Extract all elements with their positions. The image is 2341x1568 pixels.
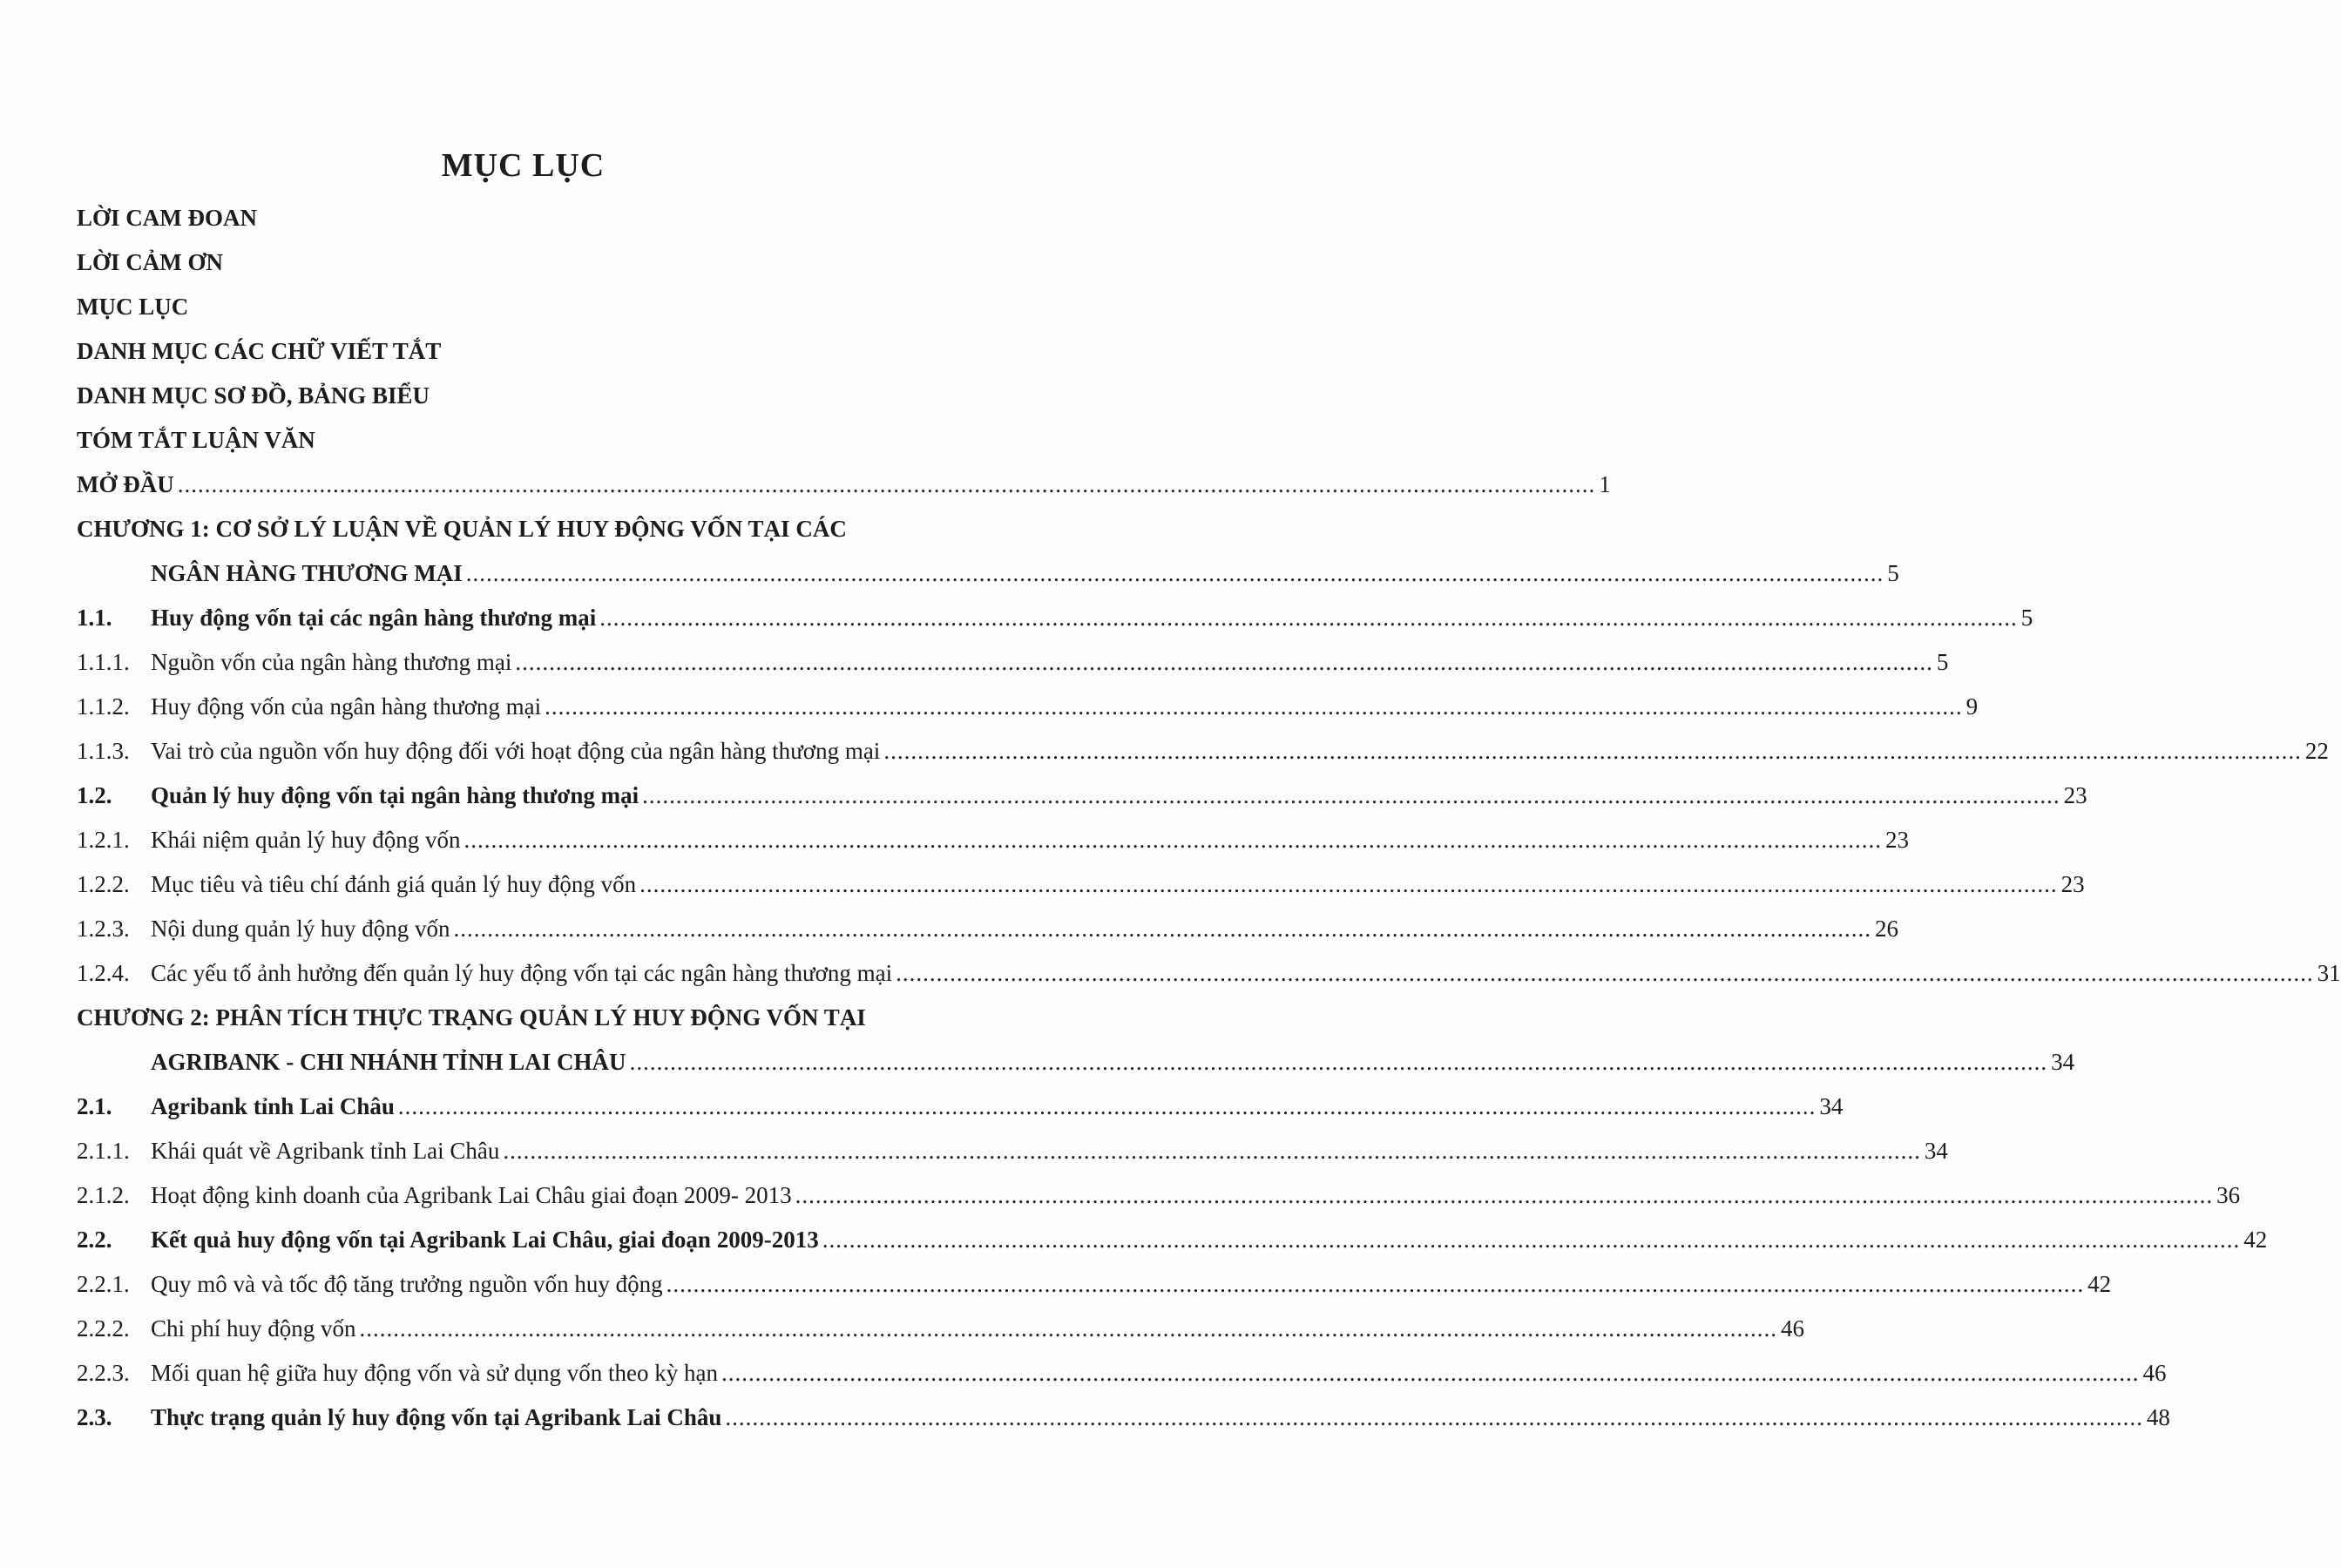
toc-entry-title: Agribank tỉnh Lai Châu: [151, 1093, 395, 1119]
toc-entry: [77, 1262, 2112, 1307]
toc-entry-title: Vai trò của nguồn vốn huy động đối với hoạt động của ngân hàng thương mại: [151, 738, 881, 764]
toc-entry-title: LỜI CẢM ƠN: [77, 249, 223, 275]
toc-page-number: 23: [2060, 871, 2085, 897]
toc-page-number: 5: [1887, 560, 1899, 586]
toc-entry-title: Kết quả huy động vốn tại Agribank Lai Châu, giai đoạn 2009-2013: [151, 1227, 819, 1253]
toc-page-number: 23: [2063, 782, 2087, 808]
toc-entry: [77, 818, 1909, 862]
toc-entry-number: 1.1.: [77, 605, 112, 631]
toc-entry-number: 1.2.4.: [77, 960, 130, 986]
toc-page-number: 48: [2146, 1404, 2170, 1430]
toc-dot-leader: [721, 1351, 2140, 1396]
toc-entry: [77, 640, 1949, 685]
toc-entry-title: Quản lý huy động vốn tại ngân hàng thương mại: [151, 782, 639, 808]
toc-dot-leader: [795, 1173, 2214, 1218]
toc-entry-title: Khái niệm quản lý huy động vốn: [151, 827, 461, 853]
toc-entry: [77, 418, 983, 463]
toc-entry-title: Huy động vốn của ngân hàng thương mại: [151, 693, 542, 720]
toc-entry-title: NGÂN HÀNG THƯƠNG MẠI: [151, 560, 463, 586]
toc-page-number: 42: [2087, 1271, 2112, 1297]
toc-entry: [77, 507, 983, 551]
toc-dot-leader: [630, 1040, 2048, 1085]
toc-dot-leader: [599, 596, 2018, 640]
toc-entry: [77, 285, 983, 329]
toc-entry-number: 2.3.: [77, 1404, 112, 1430]
toc-page-number: 36: [2216, 1182, 2241, 1208]
toc-entry-title: CHƯƠNG 1: CƠ SỞ LÝ LUẬN VỀ QUẢN LÝ HUY ĐỘNG VỐN TẠI CÁC: [77, 516, 847, 542]
toc-page-number: 34: [2051, 1049, 2075, 1075]
toc-entry: [77, 329, 983, 374]
toc-page-number: 26: [1875, 916, 1898, 942]
toc-page-number: 9: [1965, 693, 1979, 720]
toc-dot-leader: [360, 1307, 1778, 1351]
toc-entry-title: Chi phí huy động vốn: [151, 1315, 356, 1342]
toc-entry-number: 1.2.: [77, 782, 112, 808]
toc-entry: [77, 1218, 2268, 1262]
toc-dot-leader: [883, 729, 2302, 774]
toc-entry-number: 2.1.: [77, 1093, 112, 1119]
toc-page-number: 22: [2304, 738, 2329, 764]
toc-dot-leader: [666, 1262, 2085, 1307]
toc-entry-number: 1.1.3.: [77, 738, 130, 764]
toc-entry: [77, 551, 1899, 596]
toc-entry-title: AGRIBANK - CHI NHÁNH TỈNH LAI CHÂU: [151, 1049, 626, 1075]
toc-entry-title: Nguồn vốn của ngân hàng thương mại: [151, 649, 512, 675]
toc-entry: [77, 774, 2087, 818]
toc-entry: [77, 1173, 2241, 1218]
toc-page-number: 5: [1936, 649, 1949, 675]
toc-entry-title: Mục tiêu và tiêu chí đánh giá quản lý huy động vốn: [151, 871, 637, 897]
toc-page-number: 31: [2317, 960, 2341, 986]
toc-entry-number: 1.1.1.: [77, 649, 130, 675]
toc-entry-title: MỞ ĐẦU: [77, 471, 174, 497]
toc-entry: [77, 729, 2329, 774]
toc-entry-number: 2.1.2.: [77, 1182, 130, 1208]
toc-entry: [77, 240, 983, 285]
toc-dot-leader: [503, 1129, 1921, 1173]
toc-page-number: 42: [2243, 1227, 2268, 1253]
toc-entry-title: Quy mô và và tốc độ tăng trưởng nguồn vốn huy động: [151, 1271, 663, 1297]
toc-entry-title: LỜI CAM ĐOAN: [77, 205, 257, 231]
toc-dot-leader: [454, 907, 1872, 951]
toc-entry-number: 1.1.2.: [77, 693, 130, 720]
toc-dot-leader: [822, 1218, 2241, 1262]
toc-dot-leader: [545, 685, 1963, 729]
toc-entry-number: 2.2.2.: [77, 1315, 130, 1342]
toc-entry-title: Các yếu tố ảnh hưởng đến quản lý huy động vốn tại các ngân hàng thương mại: [151, 960, 893, 986]
toc-dot-leader: [178, 463, 1596, 507]
toc-entry-title: DANH MỤC SƠ ĐỒ, BẢNG BIỂU: [77, 382, 430, 409]
toc-entry-title: Mối quan hệ giữa huy động vốn và sử dụng vốn theo kỳ hạn: [151, 1360, 718, 1386]
toc-entry: [77, 685, 1979, 729]
toc-entry-title: CHƯƠNG 2: PHÂN TÍCH THỰC TRẠNG QUẢN LÝ HUY ĐỘNG VỐN TẠI: [77, 1004, 866, 1031]
toc-entry: [77, 862, 2085, 907]
toc-dot-leader: [398, 1085, 1817, 1129]
toc-page-number: 34: [1924, 1138, 1948, 1164]
toc-entry: [77, 1129, 1948, 1173]
toc-entry: [77, 1351, 2167, 1396]
toc-entry-title: Huy động vốn tại các ngân hàng thương mại: [151, 605, 597, 631]
toc-page-number: 23: [1884, 827, 1909, 853]
toc-entry-title: Nội dung quản lý huy động vốn: [151, 916, 450, 942]
toc-entry-title: DANH MỤC CÁC CHỮ VIẾT TẮT: [77, 338, 442, 364]
page-title: MỤC LỤC: [441, 147, 606, 184]
toc-entry-number: 1.2.2.: [77, 871, 130, 897]
toc-dot-leader: [515, 640, 1933, 685]
toc-page-number: 34: [1819, 1093, 1844, 1119]
toc-dot-leader: [642, 774, 2060, 818]
toc-entry: [77, 1396, 2170, 1440]
toc-entry: [77, 374, 983, 418]
toc-page-number: 5: [2020, 605, 2033, 631]
toc-entry: [77, 1085, 1844, 1129]
toc-entry-title: Khái quát về Agribank tỉnh Lai Châu: [151, 1138, 500, 1164]
toc-entry-title: MỤC LỤC: [77, 294, 189, 320]
toc-dot-leader: [463, 818, 1882, 862]
toc-entry: [77, 996, 983, 1040]
toc-entry: [77, 196, 983, 240]
table-of-contents: [77, 196, 2341, 1440]
toc-dot-leader: [466, 551, 1884, 596]
toc-entry-number: 1.2.1.: [77, 827, 130, 853]
toc-dot-leader: [896, 951, 2314, 996]
toc-entry-title: TÓM TẮT LUẬN VĂN: [77, 427, 315, 453]
toc-entry: [77, 1040, 2075, 1085]
toc-dot-leader: [725, 1396, 2143, 1440]
toc-entry-number: 2.2.1.: [77, 1271, 130, 1297]
toc-entry-number: 1.2.3.: [77, 916, 130, 942]
toc-entry: [77, 1307, 1805, 1351]
toc-page-number: 46: [1781, 1315, 1805, 1342]
toc-entry: [77, 596, 2033, 640]
toc-entry: [77, 463, 1611, 507]
toc-entry-title: Thực trạng quản lý huy động vốn tại Agribank Lai Châu: [151, 1404, 722, 1430]
toc-page-number: 46: [2142, 1360, 2167, 1386]
toc-entry-number: 2.2.3.: [77, 1360, 130, 1386]
toc-entry-title: Hoạt động kinh doanh của Agribank Lai Châu giai đoạn 2009- 2013: [151, 1182, 792, 1208]
toc-page-number: 1: [1599, 471, 1611, 497]
toc-entry: [77, 907, 1898, 951]
toc-entry: [77, 951, 2341, 996]
toc-entry-number: 2.2.: [77, 1227, 112, 1253]
toc-dot-leader: [639, 862, 2058, 907]
toc-entry-number: 2.1.1.: [77, 1138, 130, 1164]
